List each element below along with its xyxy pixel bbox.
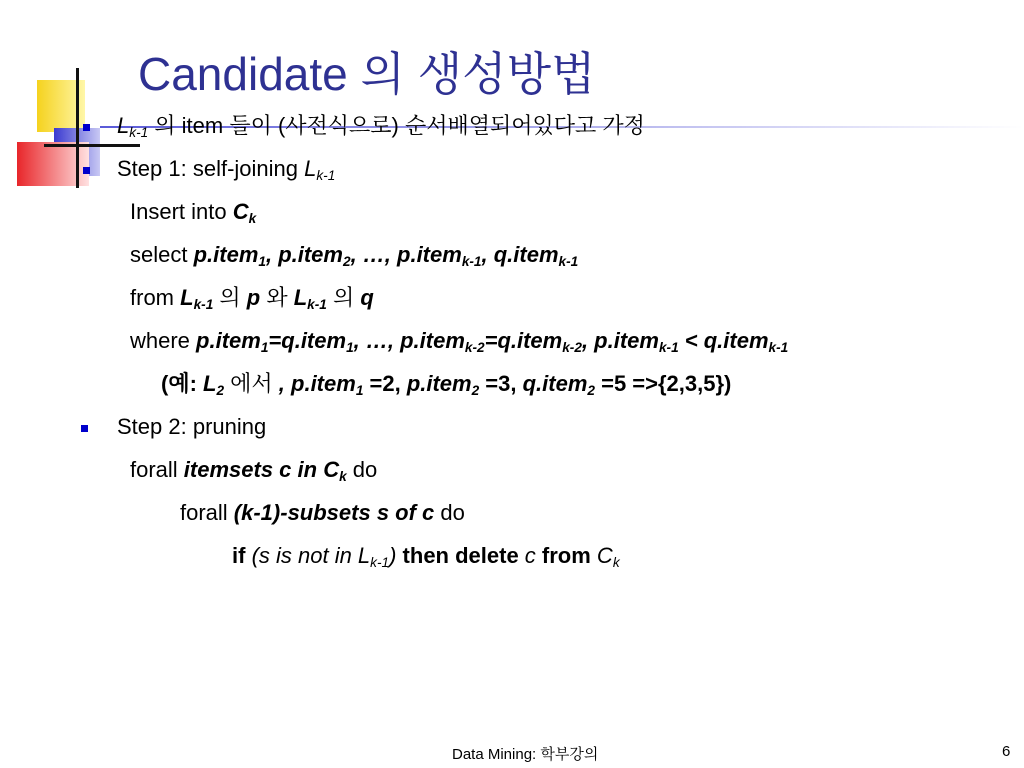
- vertical-line: [76, 68, 79, 188]
- step2-if-line: if (s is not in $L_{k-1}$) then delete c from $C_k$: [232, 543, 620, 570]
- bullet-step2: Step 2: pruning: [117, 414, 267, 439]
- footer-course: Data Mining: 학부강의: [452, 746, 599, 763]
- bullet-lk1-ordering: $L_{k-1}$ 의 item 들이 (사전식으로) 순서배열되어있다고 가정: [117, 113, 645, 140]
- bullet-step1: Step 1: self-joining $L_{k-1}$: [117, 156, 336, 183]
- step1-example-line: (예: $L_2$ 에서 , p.item$_1$ =2, p.item$_2$ =3, q.item$_2$ =5 =>{2,3,5}): [161, 371, 732, 398]
- step2-forall-subsets-line: forall (k-1)-subsets s of c do: [180, 500, 465, 525]
- step1-from-line: from $L_{k-1}$ 의 p 와 $L_{k-1}$ 의 q: [130, 285, 374, 312]
- horizontal-line: [44, 144, 140, 147]
- step1-insert-line: Insert into $C_k$: [130, 199, 257, 226]
- step1-where-line: where p.item$_1$=q.item$_1$, …, p.item$_{k-2}$=q.item$_{k-2}$, p.item$_{k-1}$ < q.item$_{k-1}$: [130, 328, 789, 355]
- bullet-marker: [83, 124, 90, 131]
- bullet-marker: [81, 425, 88, 432]
- footer-page-number: 6: [1002, 743, 1011, 760]
- step2-forall-itemsets-line: forall itemsets c in $C_k$ do: [130, 457, 378, 484]
- step1-select-line: select p.item$_1$, p.item$_2$, …, p.item$_{k-1}$, q.item$_{k-1}$: [130, 242, 579, 269]
- slide-title: Candidate 의 생성방법: [138, 48, 596, 100]
- bullet-marker: [83, 167, 90, 174]
